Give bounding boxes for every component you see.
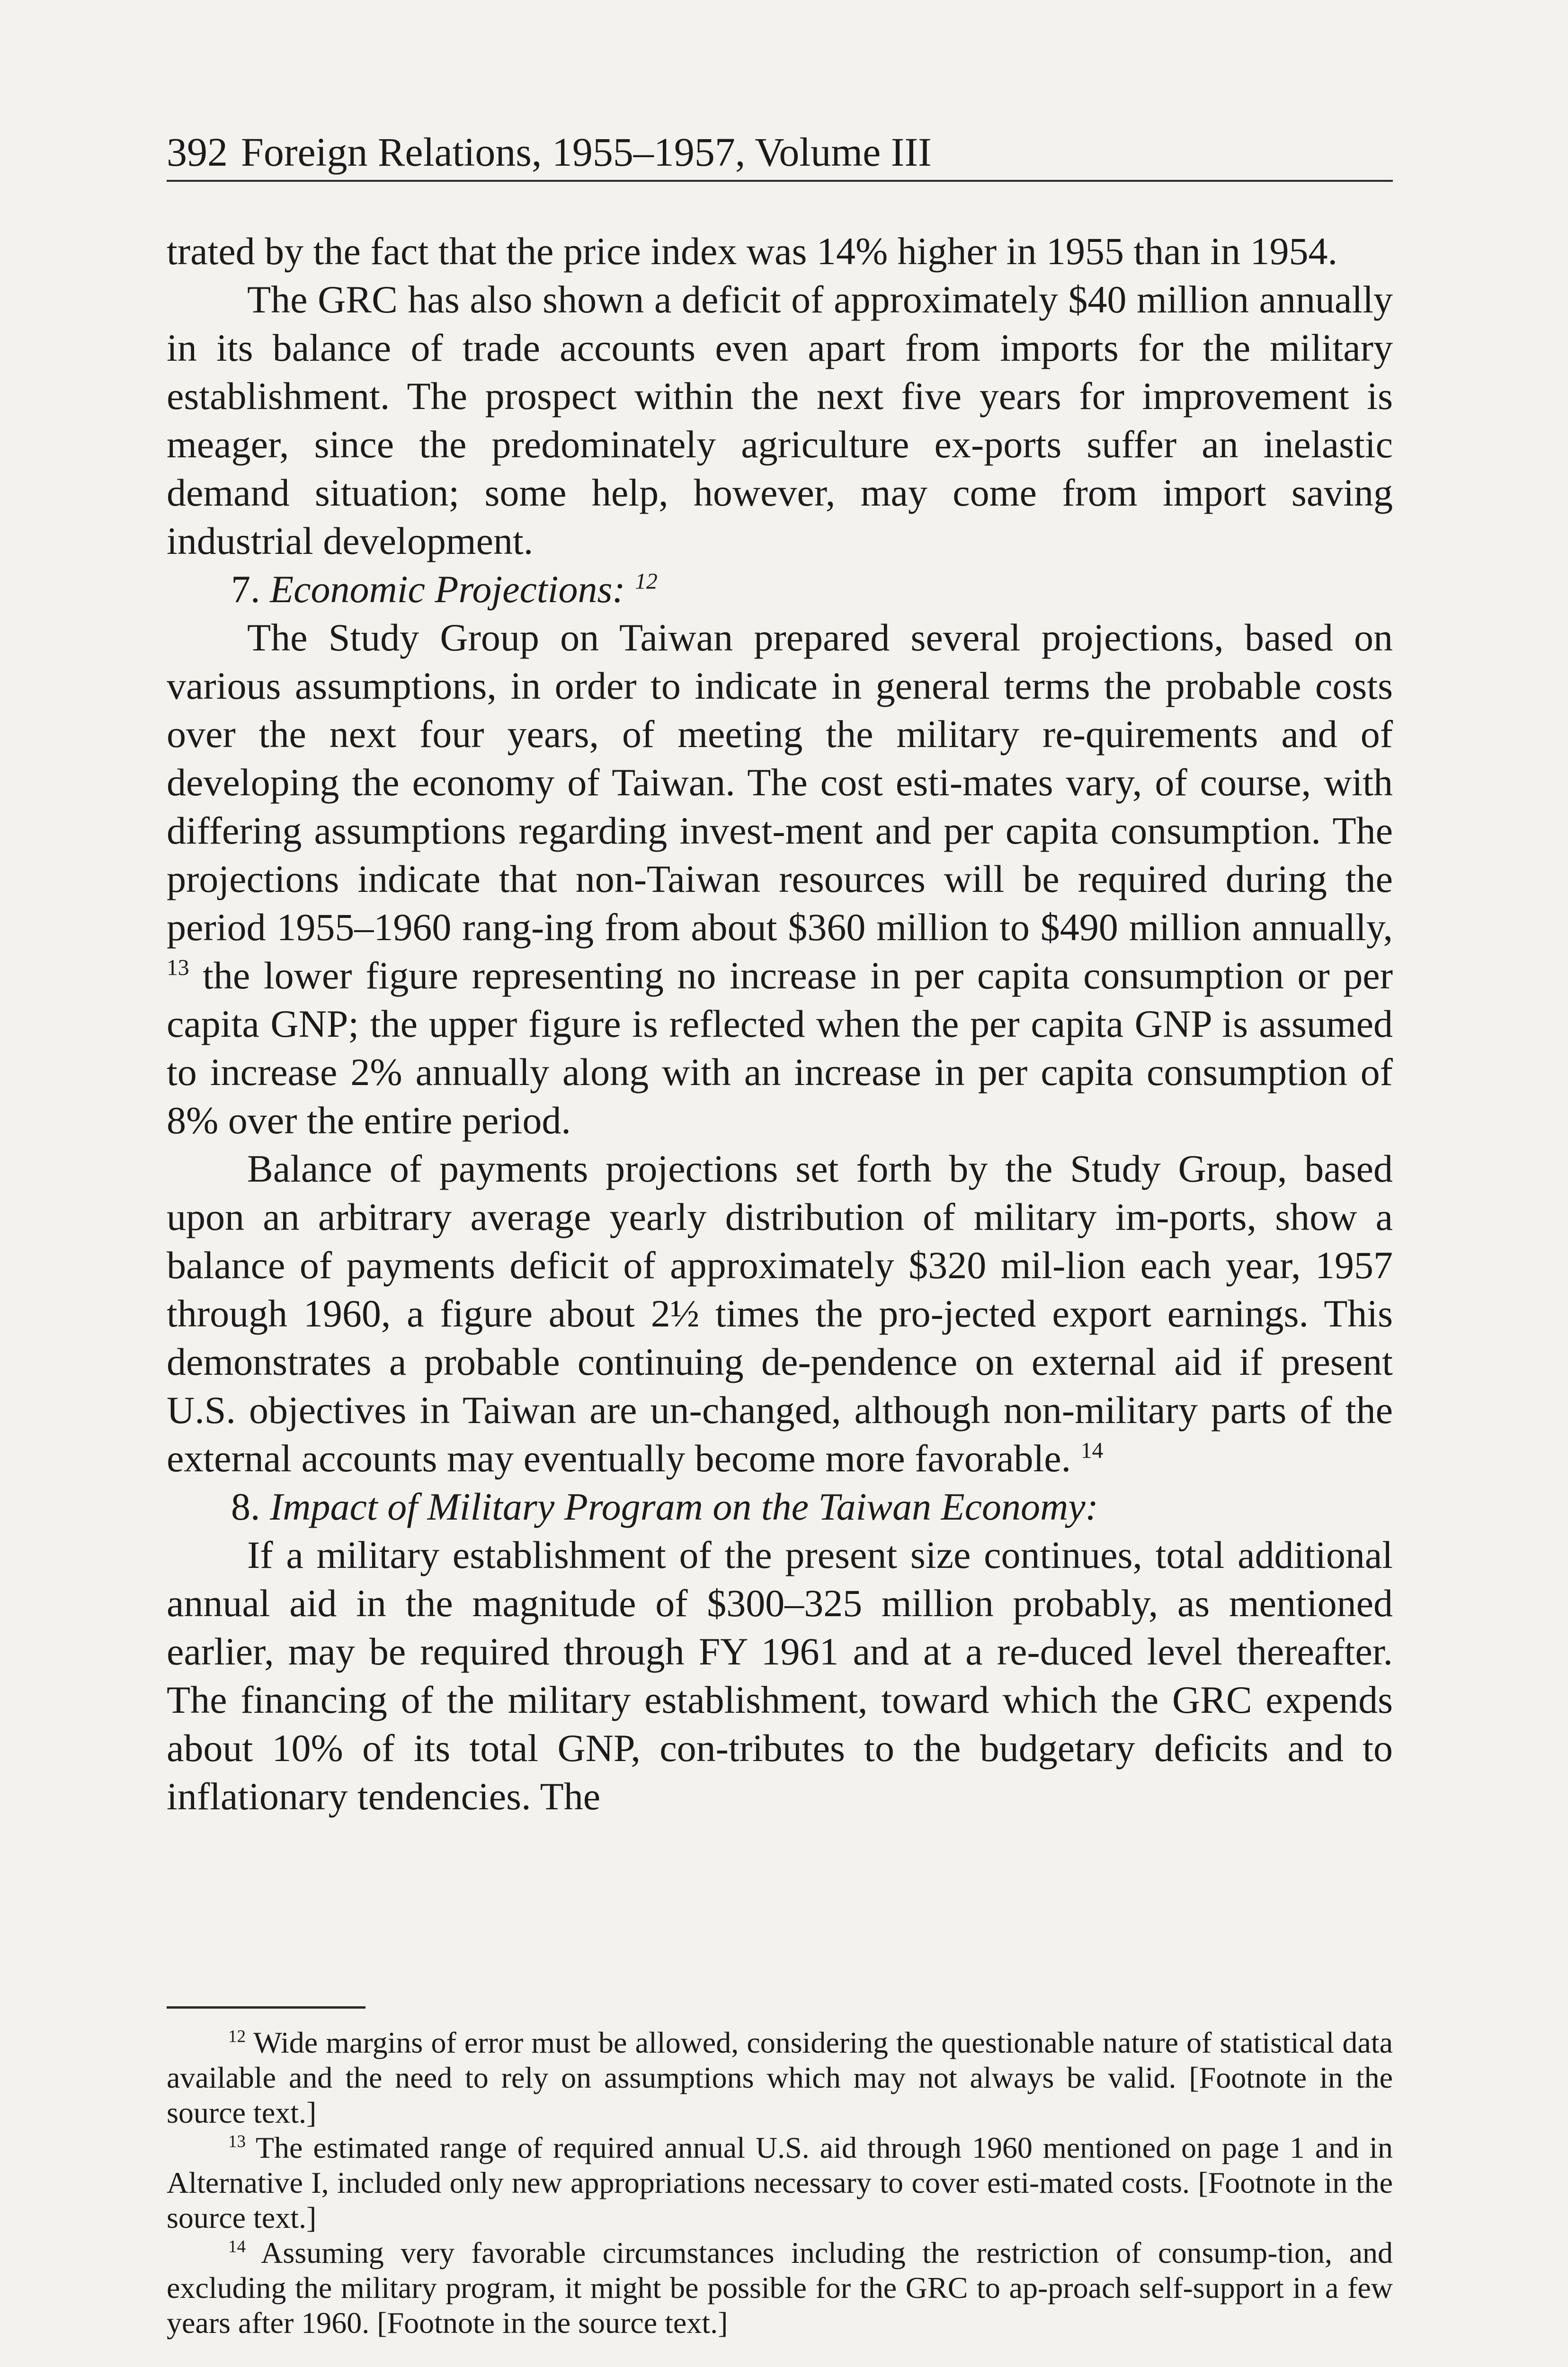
footnote-ref: 12 [635, 569, 658, 594]
footnotes [167, 2025, 1393, 2340]
running-header [167, 126, 1393, 182]
footnote-ref: 13 [167, 955, 189, 980]
paragraph-text: The Study Group on Taiwan prepared several projections, based on various assumptions, in order to indicate in general terms the probable costs over the next four years, of meeting the military re-quirements and of developing the economy of Taiwan. The cost esti-mates vary, of course, with differing assumptions regarding invest-ment and per capita consumption. The projections indicate that non-Taiwan resources will be required during the period 1955–1960 rang-ing from about $360 million to $490 million annually, [167, 616, 1393, 949]
section-heading-economic-projections [167, 565, 1393, 614]
footnote [167, 2130, 1393, 2235]
footnote-number: 14 [228, 2237, 246, 2257]
footnote-ref: 14 [1080, 1438, 1104, 1463]
paragraph-text: Balance of payments projections set forth by the Study Group, based upon an arbitrary average yearly distribution of military im-ports, show a balance of payments deficit of approximately $320 mil-lion each year, 1957 through 1960, a figure about 2½ times the pro-jected export earnings. This demonstrates a probable continuing de-pendence on external aid if present U.S. objectives in Taiwan are un-changed, although non-military parts of the external accounts may eventually become more favorable. [167, 1147, 1393, 1480]
body-text [167, 227, 1393, 1821]
paragraph-text: the lower figure representing no increase in per capita consumption or per capita GNP; the upper figure is reflected when the per capita GNP is assumed to increase 2% annually along with an increase in per capita consumption of 8% over the entire period. [167, 954, 1393, 1142]
paragraph-balance-of-payments [167, 1145, 1393, 1483]
footnote-text: The estimated range of required annual U.S. aid through 1960 mentioned on page 1 and in Alternative I, included only new appropriations necessary to cover esti-mated costs. [Footnote in the source text.] [167, 2131, 1393, 2234]
footnote-text: Wide margins of error must be allowed, considering the questionable nature of statistical data available and the need to rely on assumptions which may not always be valid. [Footnote in the source text.] [167, 2026, 1393, 2129]
footnote [167, 2235, 1393, 2340]
paragraph-continued: trated by the fact that the price index was 14% higher in 1955 than in 1954. [167, 230, 1337, 273]
footnote-text: Assuming very favorable circumstances including the restriction of consump-tion, and excluding the military program, it might be possible for the GRC to ap-proach self-support in a few years after 1960. [Footnote in the source text.] [167, 2236, 1393, 2340]
paragraph-study-group [167, 614, 1393, 1145]
footnote [167, 2025, 1393, 2130]
paragraph-military-establishment: If a military establishment of the present size continues, total additional annual aid in the magnitude of $300–325 million probably, as mentioned earlier, may be required through FY 1961 and at a re-duced level thereafter. The financing of the military establishment, toward which the GRC expends about 10% of its total GNP, con-tributes to the budgetary deficits and to inflationary tendencies. The [167, 1533, 1393, 1818]
footnote-divider [167, 2006, 365, 2009]
footnote-number: 13 [228, 2132, 246, 2152]
section-number: 7. [231, 568, 260, 611]
running-title: Foreign Relations, 1955–1957, Volume III [241, 129, 932, 175]
page-number: 392 [167, 129, 228, 175]
section-title: Economic Projections: [270, 568, 625, 611]
paragraph-trade-deficit: The GRC has also shown a deficit of approximately $40 million annually in its balance of trade accounts even apart from imports for the military establishment. The prospect within the next five years for improvement is meager, since the predominately agriculture ex-ports suffer an inelastic demand situation; some help, however, may come from import saving industrial development. [167, 278, 1393, 562]
section-number: 8. [231, 1485, 260, 1528]
section-title: Impact of Military Program on the Taiwan Economy: [270, 1485, 1098, 1528]
section-heading-military-impact [167, 1483, 1393, 1531]
footnote-number: 12 [228, 2027, 246, 2047]
